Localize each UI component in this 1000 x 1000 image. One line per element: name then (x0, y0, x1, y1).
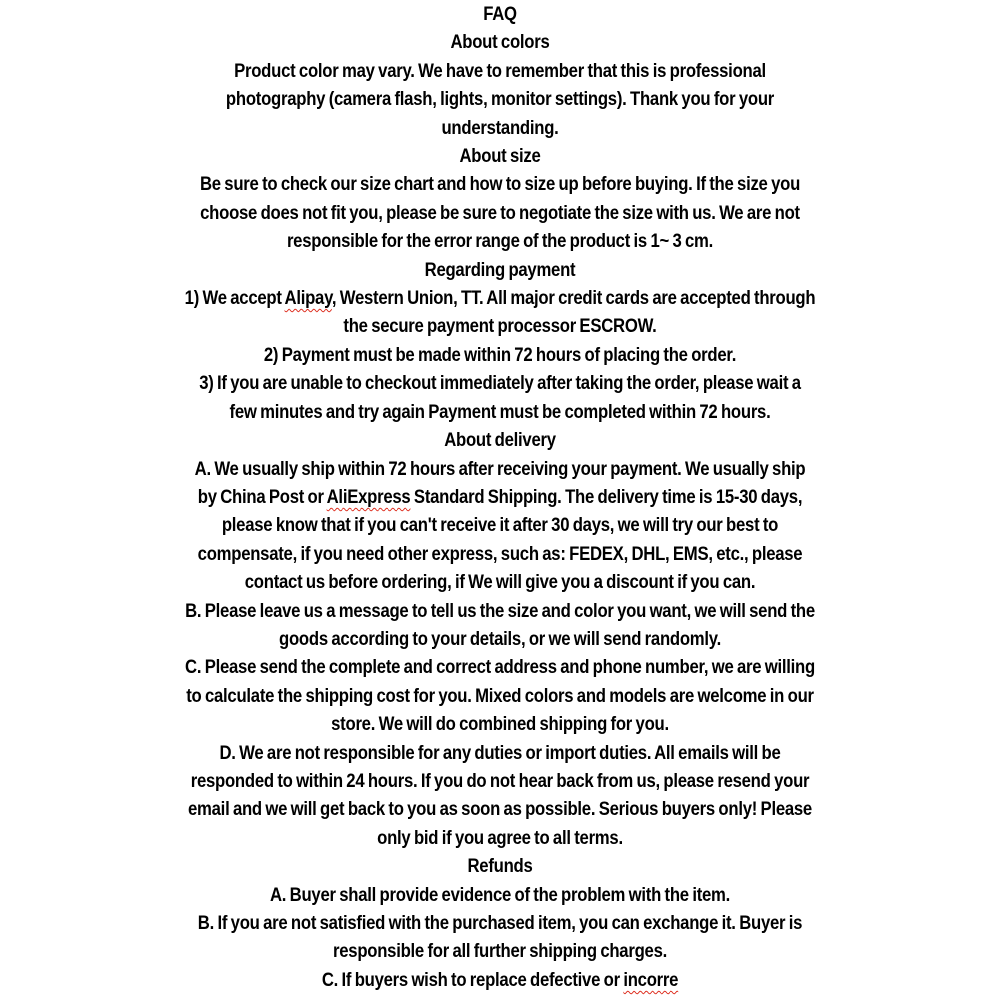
text-line: 3) If you are unable to checkout immediately after taking the order, please wait a (199, 373, 801, 395)
text-line: compensate, if you need other express, such as: FEDEX, DHL, EMS, etc., please (197, 543, 803, 565)
text-line: D. We are not responsible for any duties or import duties. All emails will be (219, 742, 781, 764)
text-line: A. We usually ship within 72 hours after receiving your payment. We usually ship (194, 458, 806, 480)
text-line: C. Please send the complete and correct address and phone number, we are willing (185, 657, 815, 679)
faq-document (60, 0, 940, 995)
text-line: only bid if you agree to all terms. (377, 827, 623, 849)
text-line: the secure payment processor ESCROW. (343, 316, 657, 338)
section-heading: Refunds (467, 856, 533, 878)
text-line: choose does not fit you, please be sure to negotiate the size with us. We are not (200, 202, 800, 224)
spellcheck-underline: Alipay (284, 288, 332, 310)
text-line: email and we will get back to you as soon as possible. Serious buyers only! Please (188, 799, 812, 821)
text-line: by China Post or AliExpress Standard Shipping. The delivery time is 15-30 days, (197, 486, 803, 508)
text-line: 2) Payment must be made within 72 hours of placing the order. (263, 344, 737, 366)
text-line: 1) We accept Alipay, Western Union, TT. All major credit cards are accepted through (184, 288, 816, 310)
text-line: responded to within 24 hours. If you do not hear back from us, please resend your (190, 770, 810, 792)
faq-sections (60, 29, 940, 995)
text-line: B. If you are not satisfied with the purchased item, you can exchange it. Buyer is (197, 913, 803, 934)
spellcheck-underline: AliExpress (326, 486, 411, 508)
section-heading: About size (459, 146, 541, 168)
text-line: few minutes and try again Payment must be completed within 72 hours. (229, 401, 771, 423)
text-line: photography (camera flash, lights, monitor settings). Thank you for your (225, 89, 775, 111)
page-title: FAQ (483, 4, 517, 25)
spellcheck-underline: incorre (623, 969, 679, 991)
text-line: understanding. (441, 117, 559, 139)
text-line: B. Please leave us a message to tell us the size and color you want, we will send the (185, 600, 815, 622)
section-heading: About delivery (444, 430, 556, 452)
text-line: Product color may vary. We have to remember that this is professional (234, 60, 766, 82)
text-line: please know that if you can't receive it after 30 days, we will try our best to (221, 515, 779, 537)
section-heading: About colors (450, 32, 550, 54)
text-line: A. Buyer shall provide evidence of the problem with the item. (269, 884, 731, 906)
text-line: goods according to your details, or we will send randomly. (279, 628, 721, 650)
text-line: responsible for all further shipping charges. (333, 941, 667, 963)
text-line: Be sure to check our size chart and how to size up before buying. If the size you (199, 174, 801, 196)
text-line: to calculate the shipping cost for you. Mixed colors and models are welcome in our (186, 685, 814, 707)
text-line: store. We will do combined shipping for you. (331, 714, 669, 736)
text-line: C. If buyers wish to replace defective or incorre (321, 969, 679, 991)
text-line: contact us before ordering, if We will give you a discount if you can. (244, 572, 756, 594)
section-heading: Regarding payment (424, 259, 576, 281)
text-line: responsible for the error range of the product is 1~ 3 cm. (286, 231, 714, 253)
